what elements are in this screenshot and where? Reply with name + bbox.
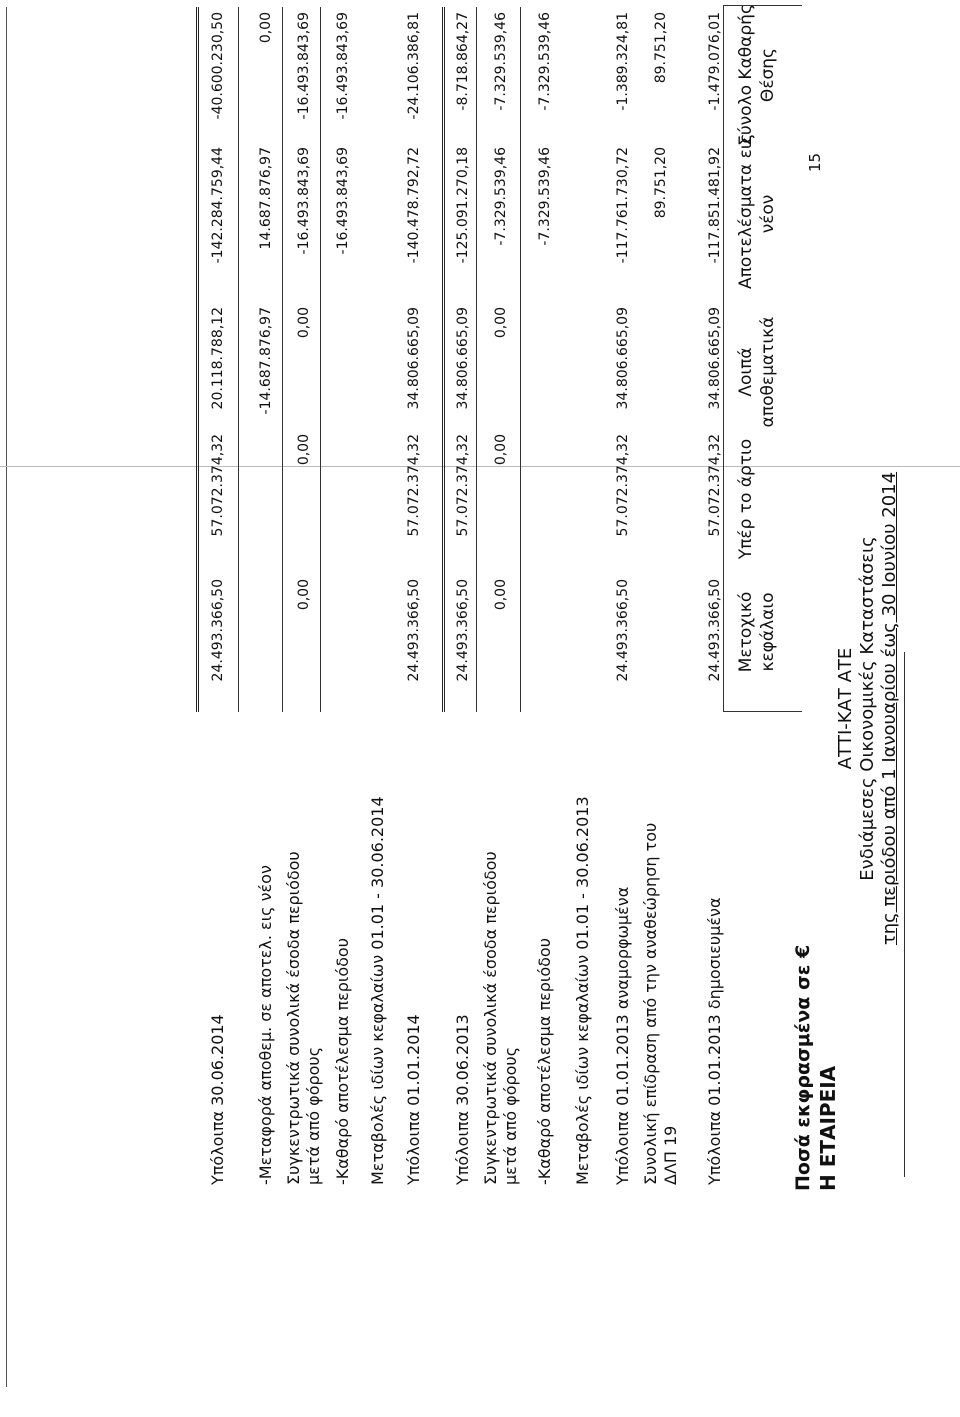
currency-note: Ποσά εκφρασμένα σε € (792, 944, 814, 1191)
cell-value: -16.493.843,69 (335, 147, 351, 255)
column-header-line1: Λοιπά (736, 347, 756, 397)
cell-value: -7.329.539,46 (537, 147, 553, 246)
column-header-line1: Σύνολο Καθαρής (736, 4, 756, 146)
column-header-line2: κεφάλαιο (758, 592, 778, 672)
cell-value: 57.072.374,32 (455, 434, 471, 537)
row-label-line2: ΔΛΠ 19 (661, 1125, 680, 1185)
cell-value: 0,00 (296, 579, 312, 611)
cell-value: -40.600.230,50 (210, 12, 226, 120)
cell-value: 24.493.366,50 (455, 579, 471, 682)
column-header-line2: Θέσης (758, 47, 778, 103)
row-label-line1: Υπόλοιπα 30.06.2013 (453, 1014, 472, 1185)
total-double-rule (196, 7, 199, 712)
cell-value: -117.851.481,92 (707, 147, 723, 264)
cell-value: 57.072.374,32 (406, 434, 422, 537)
document-period: της περιόδου από 1 Ιανουαρίου έως 30 Ιουνίου 2014 (879, 471, 900, 946)
row-label-line1: Υπόλοιπα 01.01.2014 (404, 1014, 423, 1185)
document-title: ΑΤΤΙ-ΚΑΤ ΑΤΕ (835, 647, 856, 770)
cell-value: 14.687.876,97 (258, 147, 274, 250)
subtotal-rule (238, 7, 239, 712)
row-label-line1: -Καθαρό αποτέλεσμα περιόδου (535, 938, 554, 1185)
subtotal-rule (476, 7, 477, 712)
row-label-line1: Μεταβολές ιδίων κεφαλαίων 01.01 - 30.06.2014 (368, 796, 387, 1185)
row-label-line1: Συνολική επίδραση από την αναθεώρηση του (641, 822, 660, 1185)
right-edge-line (0, 466, 960, 467)
row-label-line1: Συγκεντρωτικά συνολικά έσοδα περιόδου (284, 851, 303, 1185)
cell-value: -16.493.843,69 (296, 147, 312, 255)
cell-value: -125.091.270,18 (455, 147, 471, 264)
row-label-line1: -Μεταφορά αποθεμ. σε αποτελ. εις νέον (256, 865, 275, 1185)
row-label-line1: Υπόλοιπα 01.01.2013 δημοσιευμένα (705, 897, 724, 1185)
cell-value: 0,00 (493, 434, 509, 466)
cell-value: -24.106.386,81 (406, 12, 422, 120)
cell-value: 57.072.374,32 (615, 434, 631, 537)
row-label-line1: Υπόλοιπα 01.01.2013 αναμορφωμένα (613, 886, 632, 1185)
page-number: 15 (806, 152, 824, 172)
cell-value: -16.493.843,69 (335, 12, 351, 120)
cell-value: -1.389.324,81 (615, 12, 631, 111)
cell-value: 0,00 (258, 12, 274, 44)
cell-value: 34.806.665,09 (406, 307, 422, 410)
cell-value: -7.329.539,46 (537, 12, 553, 111)
cell-value: 24.493.366,50 (707, 579, 723, 682)
cell-value: 57.072.374,32 (707, 434, 723, 537)
cell-value: -7.329.539,46 (493, 147, 509, 246)
cell-value: 24.493.366,50 (406, 579, 422, 682)
cell-value: -117.761.730,72 (615, 147, 631, 264)
subtotal-rule (520, 7, 521, 712)
cell-value: 89.751,20 (653, 12, 669, 84)
header-bracket (723, 5, 802, 712)
cell-value: 34.806.665,09 (615, 307, 631, 410)
cell-value: 0,00 (296, 307, 312, 339)
cell-value: -14.687.876,97 (258, 307, 274, 415)
header-rule (904, 652, 905, 1177)
cell-value: 0,00 (493, 579, 509, 611)
row-label-line2: μετά από φόρους (304, 1046, 323, 1185)
column-header-line2: αποθεματικά (758, 316, 778, 428)
total-double-rule (442, 7, 445, 712)
row-label-line1: Μεταβολές ιδίων κεφαλαίων 01.01 - 30.06.2013 (573, 796, 592, 1185)
cell-value: 89.751,20 (653, 147, 669, 219)
cell-value: -142.284.759,44 (210, 147, 226, 264)
top-rule (6, 7, 7, 1387)
cell-value: 34.806.665,09 (455, 307, 471, 410)
row-label-line2: μετά από φόρους (501, 1046, 520, 1185)
document-subtitle: Ενδιάμεσες Οικονομικές Καταστάσεις (857, 536, 878, 881)
column-header-line1: Υπέρ το άρτιο (736, 438, 756, 560)
cell-value: 24.493.366,50 (210, 579, 226, 682)
cell-value: -8.718.864,27 (455, 12, 471, 111)
row-label-line1: Συγκεντρωτικά συνολικά έσοδα περιόδου (481, 851, 500, 1185)
cell-value: -1.479.076,01 (707, 12, 723, 111)
company-heading: Η ΕΤΑΙΡΕΙΑ (816, 1065, 840, 1191)
cell-value: 0,00 (493, 307, 509, 339)
column-header-line1: Μετοχικό (736, 591, 756, 673)
cell-value: 34.806.665,09 (707, 307, 723, 410)
cell-value: 57.072.374,32 (210, 434, 226, 537)
cell-value: 24.493.366,50 (615, 579, 631, 682)
cell-value: -140.478.792,72 (406, 147, 422, 264)
row-label-line1: -Καθαρό αποτέλεσμα περιόδου (333, 938, 352, 1185)
subtotal-rule (282, 7, 283, 712)
column-header-line1: Αποτελέσματα εις (736, 133, 756, 289)
row-label-line1: Υπόλοιπα 30.06.2014 (208, 1014, 227, 1185)
cell-value: -7.329.539,46 (493, 12, 509, 111)
cell-value: 20.118.788,12 (210, 307, 226, 410)
subtotal-rule (320, 7, 321, 712)
cell-value: 0,00 (296, 434, 312, 466)
column-header-line2: νέον (758, 194, 778, 234)
cell-value: -16.493.843,69 (296, 12, 312, 120)
